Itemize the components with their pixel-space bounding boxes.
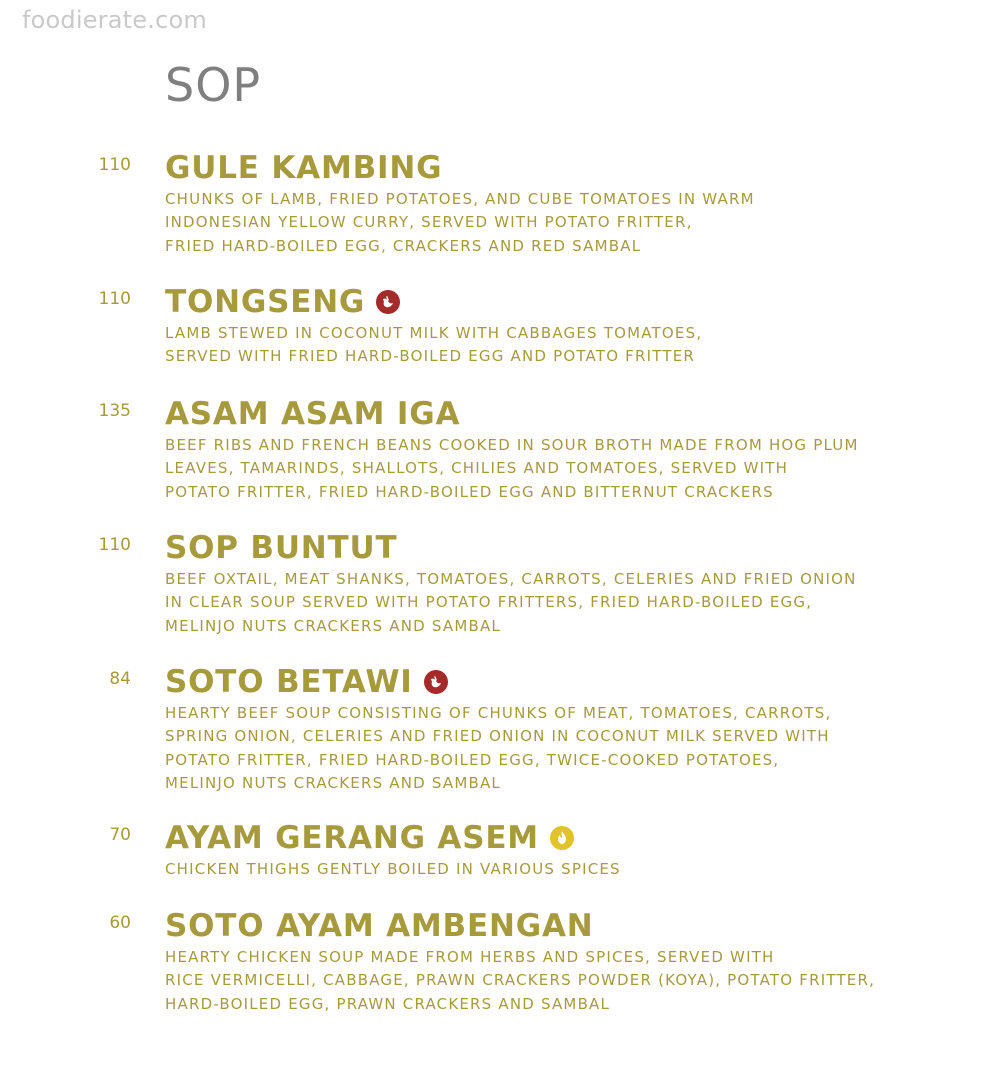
section-title: SOP xyxy=(165,58,262,112)
description-line: IN CLEAR SOUP SERVED WITH POTATO FRITTERS, FRIED HARD-BOILED EGG, xyxy=(165,593,813,612)
item-description xyxy=(165,434,885,504)
description-line: CHICKEN THIGHS GENTLY BOILED IN VARIOUS SPICES xyxy=(165,860,621,878)
item-price: 70 xyxy=(109,825,131,845)
description-line: HARD-BOILED EGG, PRAWN CRACKERS AND SAMBAL xyxy=(165,994,611,1013)
item-name-row xyxy=(165,820,574,856)
item-name: SOTO AYAM AMBENGAN xyxy=(165,908,594,944)
description-line: MELINJO NUTS CRACKERS AND SAMBAL xyxy=(165,616,501,635)
item-description xyxy=(165,702,885,795)
item-name-row xyxy=(165,150,442,186)
description-line: HEARTY BEEF SOUP CONSISTING OF CHUNKS OF MEAT, TOMATOES, CARROTS, xyxy=(165,704,832,722)
item-price: 110 xyxy=(98,289,131,309)
item-name-row xyxy=(165,530,397,566)
description-line: LAMB STEWED IN COCONUT MILK WITH CABBAGES TOMATOES, xyxy=(165,324,703,342)
description-line: POTATO FRITTER, FRIED HARD-BOILED EGG AND BITTERNUT CRACKERS xyxy=(165,482,774,501)
watermark-text: foodierate.com xyxy=(22,6,207,34)
description-line: FRIED HARD-BOILED EGG, CRACKERS AND RED SAMBAL xyxy=(165,236,642,255)
description-line: BEEF OXTAIL, MEAT SHANKS, TOMATOES, CARROTS, CELERIES AND FRIED ONION xyxy=(165,570,857,588)
description-line: BEEF RIBS AND FRENCH BEANS COOKED IN SOUR BROTH MADE FROM HOG PLUM xyxy=(165,436,859,454)
description-line: INDONESIAN YELLOW CURRY, SERVED WITH POTATO FRITTER, xyxy=(165,213,693,232)
description-line: POTATO FRITTER, FRIED HARD-BOILED EGG, TWICE-COOKED POTATOES, xyxy=(165,750,780,769)
item-name-row xyxy=(165,396,460,432)
item-description xyxy=(165,322,885,369)
item-description xyxy=(165,946,885,1016)
item-name-row xyxy=(165,284,400,320)
description-line: HEARTY CHICKEN SOUP MADE FROM HERBS AND SPICES, SERVED WITH xyxy=(165,948,775,966)
item-name-row xyxy=(165,908,593,944)
item-name: SOP BUNTUT xyxy=(165,530,398,566)
description-line: CHUNKS OF LAMB, FRIED POTATOES, AND CUBE TOMATOES IN WARM xyxy=(165,190,755,208)
red-chili-icon xyxy=(424,670,448,694)
description-line: MELINJO NUTS CRACKERS AND SAMBAL xyxy=(165,773,501,792)
item-description xyxy=(165,858,885,881)
yellow-flame-icon xyxy=(550,826,574,850)
item-price: 135 xyxy=(98,401,131,421)
item-price: 60 xyxy=(109,913,131,933)
item-name: AYAM GERANG ASEM xyxy=(165,820,539,856)
description-line: RICE VERMICELLI, CABBAGE, PRAWN CRACKERS POWDER (KOYA), POTATO FRITTER, xyxy=(165,971,876,990)
item-name: TONGSENG xyxy=(165,284,366,320)
item-name-row xyxy=(165,664,448,700)
item-description xyxy=(165,568,885,638)
item-price: 84 xyxy=(109,669,131,689)
red-chili-icon xyxy=(376,290,400,314)
item-description xyxy=(165,188,885,258)
description-line: SERVED WITH FRIED HARD-BOILED EGG AND POTATO FRITTER xyxy=(165,347,696,366)
description-line: LEAVES, TAMARINDS, SHALLOTS, CHILIES AND TOMATOES, SERVED WITH xyxy=(165,459,789,478)
description-line: SPRING ONION, CELERIES AND FRIED ONION IN COCONUT MILK SERVED WITH xyxy=(165,727,830,746)
item-name: SOTO BETAWI xyxy=(165,664,413,700)
item-name: ASAM ASAM IGA xyxy=(165,396,461,432)
item-price: 110 xyxy=(98,535,131,555)
item-price: 110 xyxy=(98,155,131,175)
item-name: GULE KAMBING xyxy=(165,150,443,186)
